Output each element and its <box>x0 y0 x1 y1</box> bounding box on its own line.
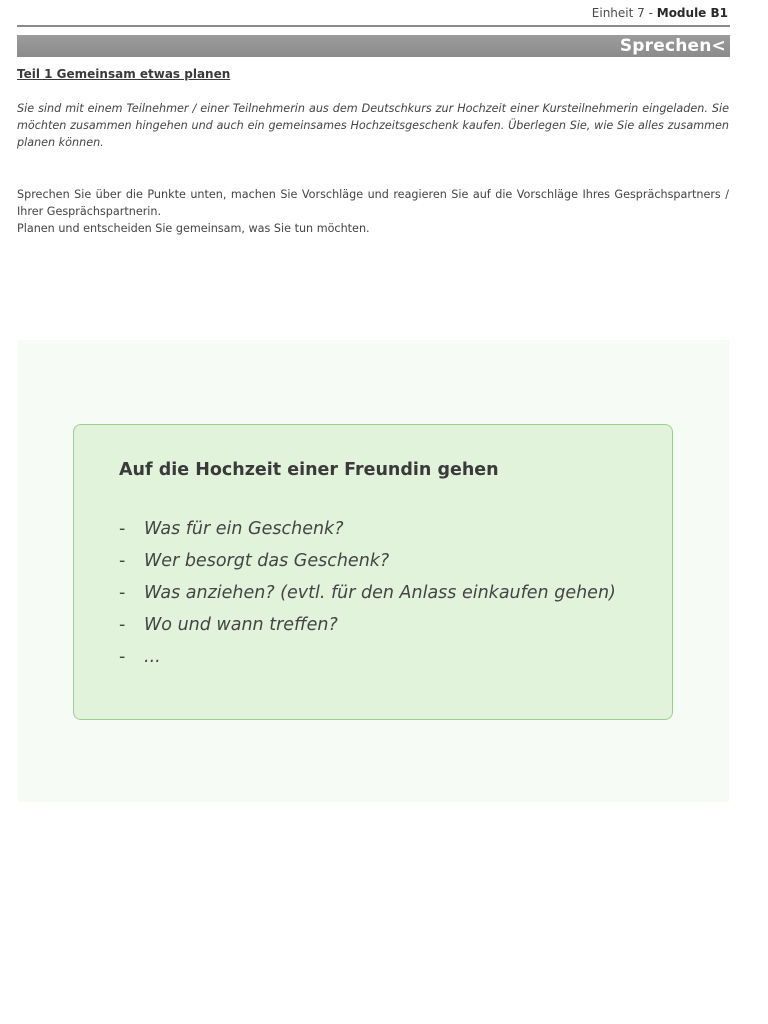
list-item <box>119 583 616 615</box>
list-item-text: Wo und wann treffen? <box>144 615 338 635</box>
list-item <box>119 519 616 551</box>
list-item-text: Wer besorgt das Geschenk? <box>144 551 390 571</box>
list-item <box>119 615 616 647</box>
task-heading: Teil 1 Gemeinsam etwas planen <box>17 67 231 81</box>
card-title: Auf die Hochzeit einer Freundin gehen <box>119 460 499 480</box>
list-dash: - <box>119 615 126 635</box>
list-dash: - <box>119 519 126 539</box>
running-head <box>592 6 728 20</box>
section-title: Sprechen< <box>619 36 726 56</box>
section-bar <box>17 35 730 57</box>
task-instructions <box>17 186 729 237</box>
list-item-text: Was für ein Geschenk? <box>144 519 344 539</box>
instruction-speak: Sprechen Sie über die Punkte unten, machen Sie Vorschläge und reagieren Sie auf die Vorschläge Ihres Gesprächspartners / Ihrer Gesprächspartnerin. <box>17 188 729 218</box>
card-list <box>119 519 616 679</box>
instruction-plan: Planen und entscheiden Sie gemeinsam, was Sie tun möchten. <box>17 222 370 235</box>
list-item <box>119 647 616 679</box>
task-intro: Sie sind mit einem Teilnehmer / einer Teilnehmerin aus dem Deutschkurs zur Hochzeit einer Kursteilnehmerin eingeladen. Sie möchten zusammen hingehen und auch ein gemeinsames Hochzeitsgeschenk kaufen. Überlegen Sie, wie Sie alles zusammen planen können. <box>17 102 729 149</box>
list-dash: - <box>119 583 126 603</box>
list-item-text: Was anziehen? (evtl. für den Anlass einkaufen gehen) <box>144 583 616 603</box>
list-item <box>119 551 616 583</box>
list-dash: - <box>119 647 126 667</box>
running-head-module: Module B1 <box>656 6 728 20</box>
header-rule <box>17 25 730 27</box>
list-item-text: ... <box>144 647 161 667</box>
task-card <box>73 424 673 720</box>
list-dash: - <box>119 551 126 571</box>
running-head-unit: Einheit 7 - <box>591 6 657 20</box>
